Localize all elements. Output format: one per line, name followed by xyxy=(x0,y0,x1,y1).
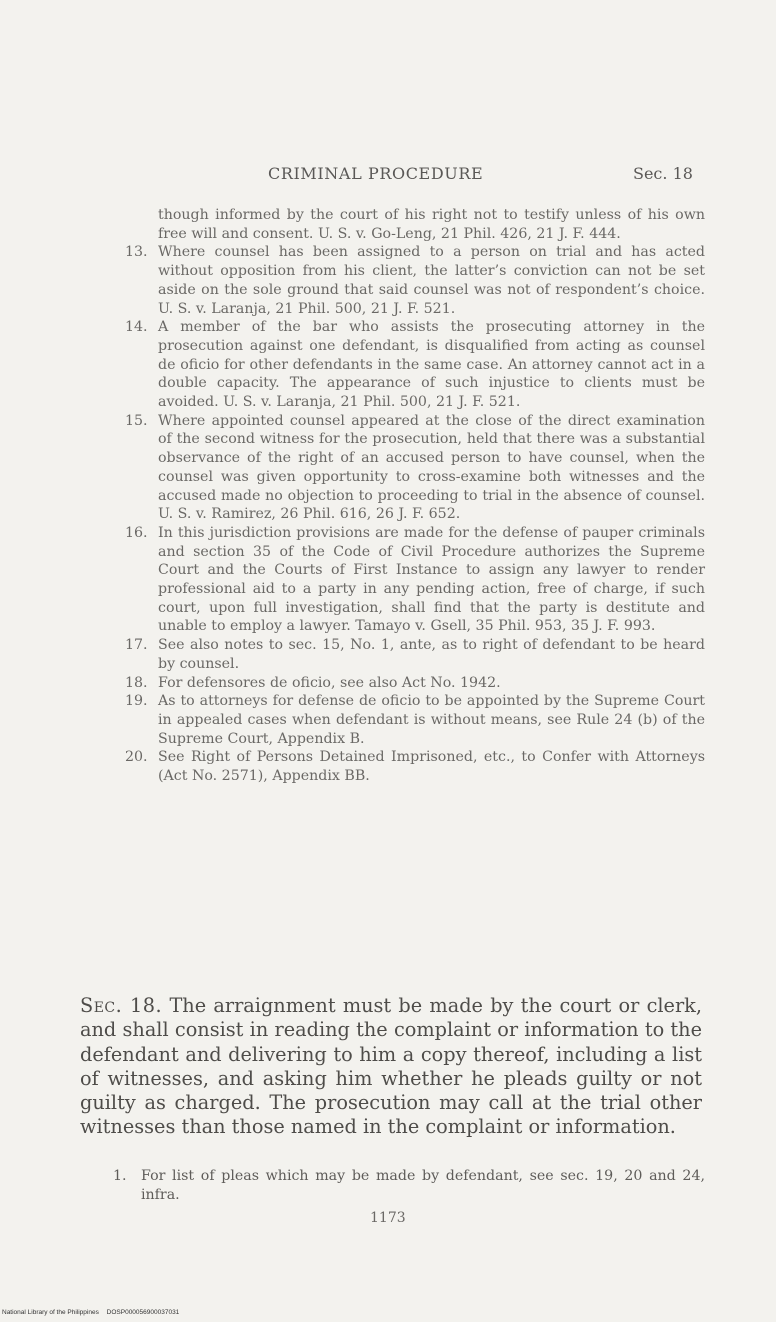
note-number: 20. xyxy=(125,749,148,766)
note-text: See Right of Persons Detained Imprisoned, etc., to Confer with Attorneys (Act No. 2571), Appendix BB. xyxy=(158,749,705,785)
section-reference: Sec. 18 xyxy=(633,164,693,183)
note-19 xyxy=(125,692,705,748)
note-20 xyxy=(125,748,705,785)
note-18 xyxy=(125,674,705,693)
section-notes xyxy=(113,1167,705,1204)
note-text: Where appointed counsel appeared at the close of the direct examination of the second witness for the prosecution, held that there was a substantial observance of the right of an accused person to have counsel, when the counsel was given opportunity to cross-examine both witnesses and the accused made no objection to proceeding to trial in the absence of counsel. U. S. v. Ramirez, 26 Phil. 616, 26 J. F. 652. xyxy=(158,412,705,523)
note-text: In this jurisdiction provisions are made for the defense of pauper criminals and section 35 of the Code of Civil Procedure authorizes the Supreme Court and the Courts of First Instance to assign any lawyer to render professional aid to a party in any pending action, free of charge, if such court, upon full investigation, shall find that the party is destitute and unable to employ a lawyer. Tamayo v. Gsell, 35 Phil. 953, 35 J. F. 993. xyxy=(158,524,705,635)
note-number: 18. xyxy=(125,674,148,691)
section-label: Sec. 18. xyxy=(80,994,163,1017)
annotation-notes xyxy=(125,206,705,786)
note-text: A member of the bar who assists the prosecuting attorney in the prosecution against one defendant, is disqualified from acting as counsel de oficio for other defendants in the same case. An attorney cannot act in a double capacity. The appearance of such injustice to clients must be avoided. U. S. v. Laranja, 21 Phil. 500, 21 J. F. 521. xyxy=(158,319,705,411)
page-header xyxy=(0,164,776,188)
note-number: 17. xyxy=(125,637,148,654)
note-text: though informed by the court of his right not to testify unless of his own free will and consent. U. S. v. Go-Leng, 21 Phil. 426, 21 J. F. 444. xyxy=(158,207,705,242)
section-18-body xyxy=(80,994,702,1140)
note-15 xyxy=(125,412,705,524)
note-number: 16. xyxy=(125,524,148,541)
note-text: For defensores de oficio, see also Act No. 1942. xyxy=(158,674,501,691)
note-text: As to attorneys for defense de oficio to be appointed by the Supreme Court in appealed cases when defendant is without means, see Rule 24 (b) of the Supreme Court, Appendix B. xyxy=(158,693,705,747)
note-number: 14. xyxy=(125,319,148,336)
note-14 xyxy=(125,318,705,412)
note-16 xyxy=(125,524,705,636)
footer-library: National Library of the Philippines xyxy=(2,1309,99,1316)
note-number: 19. xyxy=(125,693,148,710)
page-number: 1173 xyxy=(370,1210,406,1226)
note-17 xyxy=(125,636,705,673)
section-note-1 xyxy=(113,1167,705,1204)
note-13 xyxy=(125,243,705,318)
note-text: Where counsel has been assigned to a person on trial and has acted without opposition from his client, the latter’s conviction can not be set aside on the sole ground that said counsel was not of respondent’s choice. U. S. v. Laranja, 21 Phil. 500, 21 J. F. 521. xyxy=(158,244,705,317)
footer-id: DOSP000056900037031 xyxy=(106,1309,180,1316)
note-number: 13. xyxy=(125,244,148,261)
note-continuation xyxy=(125,206,705,243)
note-text: See also notes to sec. 15, No. 1, ante, as to right of defendant to be heard by counsel. xyxy=(158,637,705,672)
scan-footer xyxy=(2,1309,185,1316)
section-text: The arraignment must be made by the court or clerk, and shall consist in reading the complaint or information to the defendant and delivering to him a copy thereof, including a list of witnesses, and asking him whether he pleads guilty or not guilty as charged. The prosecution may call at the trial other witnesses than those named in the complaint or information. xyxy=(80,994,702,1139)
running-title: CRIMINAL PROCEDURE xyxy=(268,164,484,183)
note-text: For list of pleas which may be made by defendant, see sec. 19, 20 and 24, infra. xyxy=(141,1168,705,1203)
note-number: 1. xyxy=(113,1168,127,1184)
note-number: 15. xyxy=(125,412,148,429)
